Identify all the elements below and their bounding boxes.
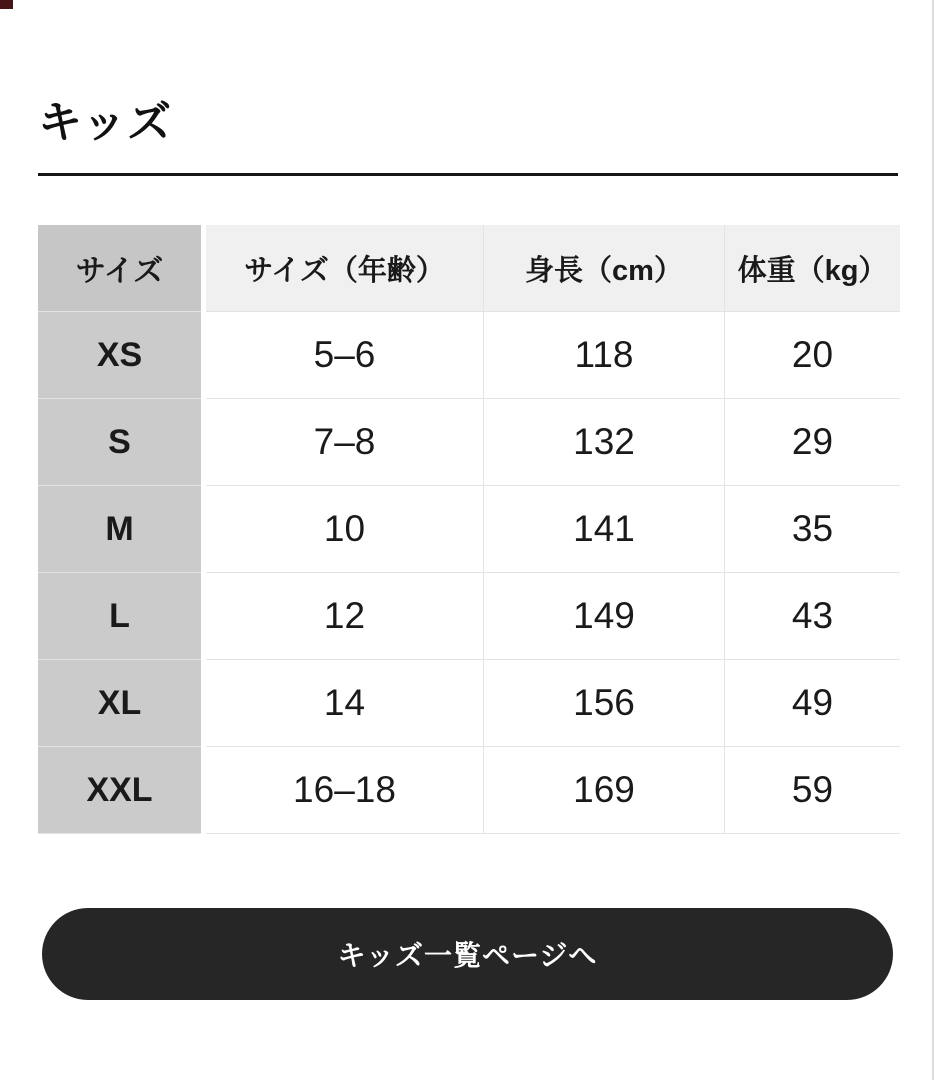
- size-label-cell: L: [38, 573, 201, 660]
- title-divider: [38, 173, 898, 176]
- height-cell: 169: [483, 747, 724, 834]
- weight-cell: 43: [724, 573, 900, 660]
- col-header-height: 身長（cm）: [483, 225, 724, 312]
- size-label-cell: XXL: [38, 747, 201, 834]
- size-label-cell: XL: [38, 660, 201, 747]
- age-cell: 12: [206, 573, 483, 660]
- weight-cell: 49: [724, 660, 900, 747]
- height-cell: 118: [483, 312, 724, 399]
- weight-cell: 20: [724, 312, 900, 399]
- age-cell: 14: [206, 660, 483, 747]
- size-label-cell: S: [38, 399, 201, 486]
- size-label-cell: XS: [38, 312, 201, 399]
- page-right-border: [932, 0, 934, 1080]
- col-header-weight: 体重（kg）: [724, 225, 900, 312]
- size-label-cell: M: [38, 486, 201, 573]
- weight-cell: 35: [724, 486, 900, 573]
- page-title: キッズ: [38, 98, 173, 147]
- age-cell: 10: [206, 486, 483, 573]
- kids-size-table: [38, 225, 900, 834]
- col-header-size: サイズ: [38, 225, 201, 312]
- age-cell: 7–8: [206, 399, 483, 486]
- age-cell: 16–18: [206, 747, 483, 834]
- corner-artifact: [0, 0, 13, 9]
- age-cell: 5–6: [206, 312, 483, 399]
- weight-cell: 29: [724, 399, 900, 486]
- height-cell: 141: [483, 486, 724, 573]
- height-cell: 156: [483, 660, 724, 747]
- height-cell: 132: [483, 399, 724, 486]
- weight-cell: 59: [724, 747, 900, 834]
- col-header-age: サイズ（年齢）: [206, 225, 483, 312]
- height-cell: 149: [483, 573, 724, 660]
- kids-list-page-button[interactable]: キッズ一覧ページへ: [42, 908, 893, 1000]
